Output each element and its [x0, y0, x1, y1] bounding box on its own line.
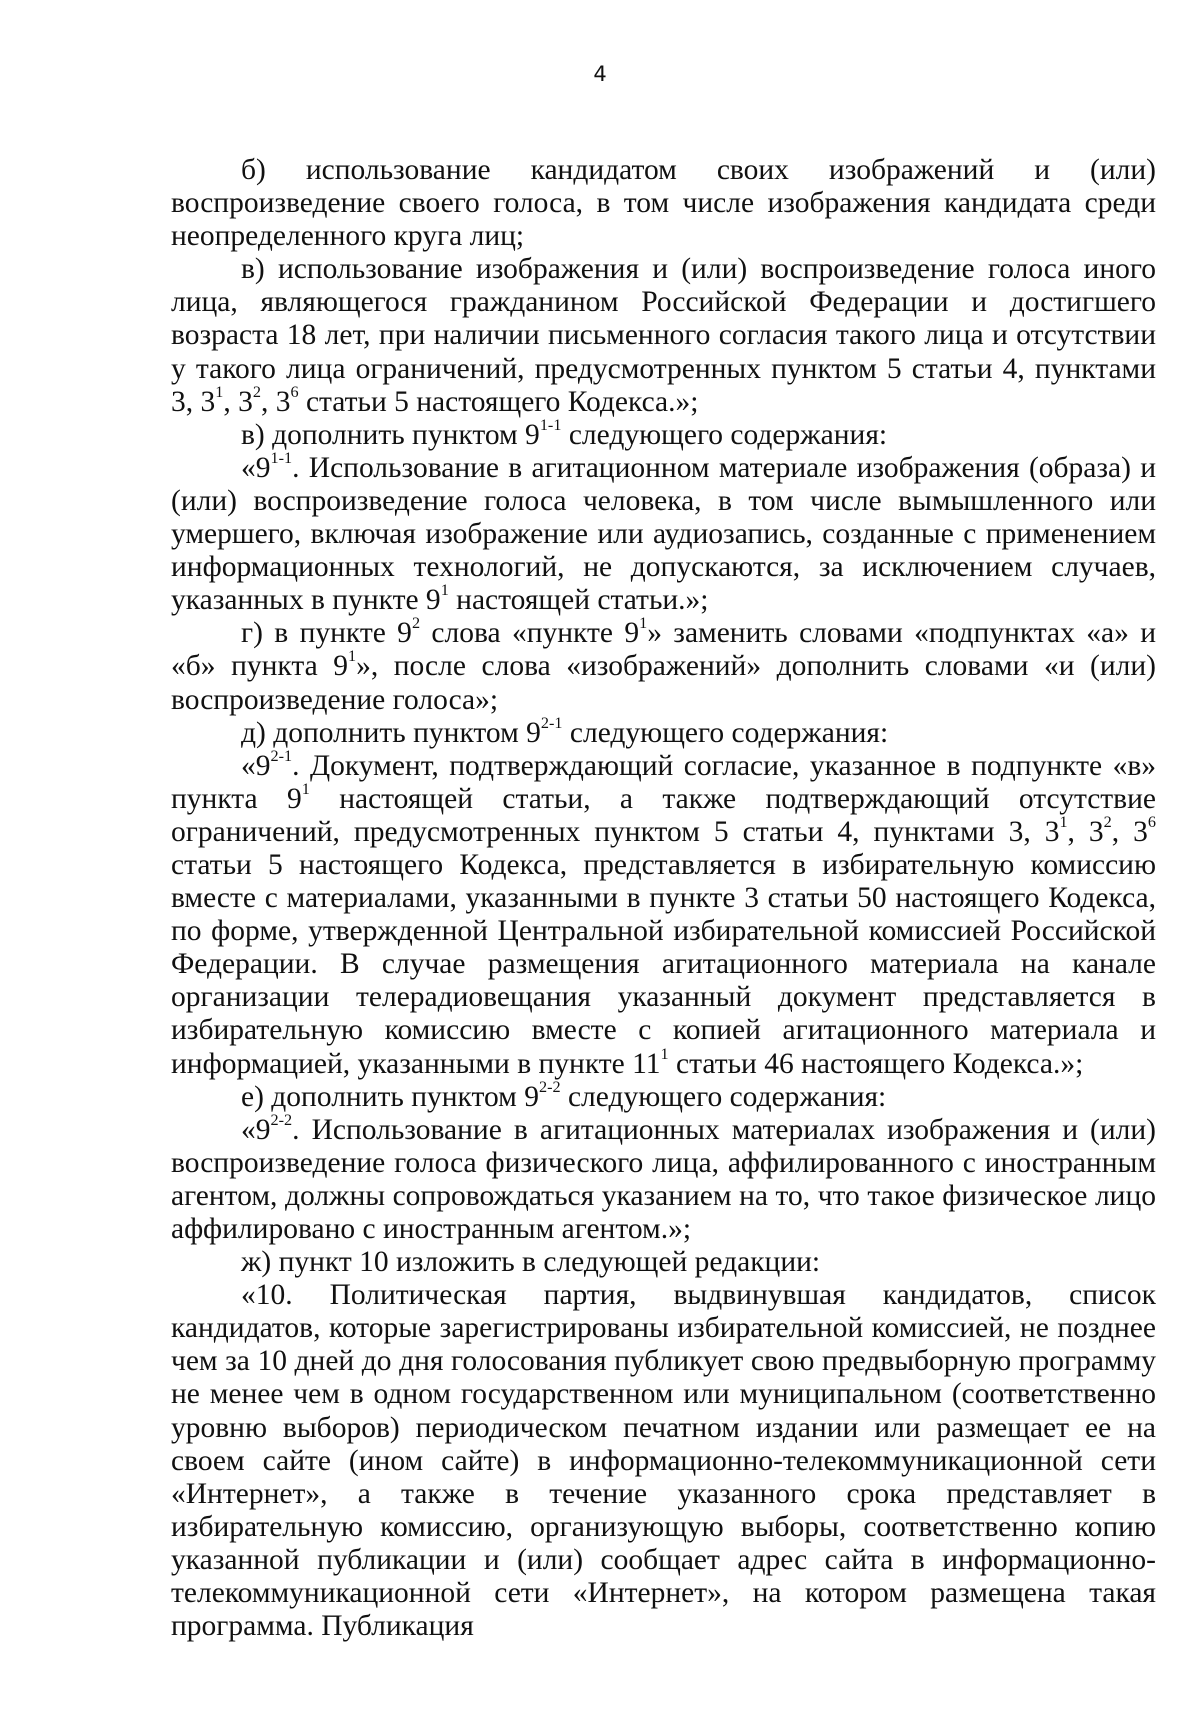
text-run: » заменить словами «подпунктах «а» и «б» пункта 9	[171, 617, 1156, 683]
text-run: слова «пункте 9	[420, 617, 640, 650]
superscript: 1-1	[539, 415, 562, 434]
text-run: в) использование изображения и (или) воспроизведение голоса иного лица, являющегося гражданином Российской Федерации и достигшего возраста 18 лет, при наличии письменного согласия такого лица и отсутствии у такого лица ограничений, предусмотренных пунктом 5 статьи 4, пунктами 3, 3	[171, 253, 1156, 418]
superscript: 2	[411, 614, 421, 633]
paragraph-e-add-point-9-2-2	[171, 1077, 1156, 1114]
superscript: 2	[1103, 813, 1112, 832]
text-run: е) дополнить пунктом 9	[241, 1080, 539, 1113]
superscript: 1	[440, 581, 449, 600]
text-run: д) дополнить пунктом 9	[241, 716, 541, 749]
superscript: 2-1	[270, 746, 293, 765]
paragraph-point-9-1-1	[171, 449, 1156, 617]
superscript: 6	[290, 382, 299, 401]
text-run: следующего содержания:	[560, 1080, 887, 1113]
paragraph-zh-point-10	[171, 1246, 1156, 1279]
text-run: статьи 46 настоящего Кодекса.»;	[668, 1047, 1084, 1080]
text-run: «9	[241, 451, 271, 484]
text-run: . Использование в агитационных материалах изображения и (или) воспроизведение голоса физического лица, аффилированного с иностранным агентом, должны сопровождаться указанием на то, что такое физическое лицо аффилировано с иностранным агентом.»;	[171, 1113, 1156, 1245]
paragraph-v-other-person-images	[171, 253, 1156, 418]
text-run: следующего содержания:	[562, 716, 889, 749]
superscript: 2	[252, 382, 261, 401]
text-run: «9	[241, 1113, 271, 1146]
document-body	[171, 154, 1156, 1643]
superscript: 1	[639, 614, 648, 633]
paragraph-point-9-2-1	[171, 746, 1157, 1081]
text-run: . Документ, подтверждающий согласие, указанное в подпункте «в» пункта 9	[171, 749, 1156, 815]
text-run: , 3	[1111, 815, 1148, 848]
text-run: », после слова «изображений» дополнить словами «и (или) воспроизведение голоса»;	[171, 650, 1156, 716]
superscript: 2-2	[270, 1110, 293, 1129]
text-run: б) использование кандидатом своих изображений и (или) воспроизведение своего голоса, в том числе изображения кандидата среди неопределенного круга лиц;	[171, 154, 1156, 253]
superscript: 1	[660, 1044, 669, 1063]
text-run: ж) пункт 10 изложить в следующей редакции:	[241, 1246, 821, 1279]
paragraph-d-add-point-9-2-1	[171, 713, 1156, 750]
superscript: 1	[215, 382, 224, 401]
text-run: «9	[241, 749, 271, 782]
text-run: статьи 5 настоящего Кодекса, представляется в избирательную комиссию вместе с материалами, указанными в пункте 3 статьи 50 настоящего Кодекса, по форме, утвержденной Центральной избирательной комиссией Российской Федерации. В случае размещения агитационного материала на канале организации телерадиовещания указанный документ представляется в избирательную комиссию вместе с копией агитационного материала и информацией, указанными в пункте 11	[171, 848, 1156, 1080]
paragraph-point-9-2-2	[171, 1110, 1156, 1246]
text-run: в) дополнить пунктом 9	[241, 418, 540, 451]
text-run: «10. Политическая партия, выдвинувшая кандидатов, список кандидатов, которые зарегистрированы избирательной комиссией, не позднее чем за 10 дней до дня голосования публикует свою предвыборную программу не менее чем в одном государственном или муниципальном (соответственно уровню выборов) периодическом печатном издании или размещает ее на своем сайте (ином сайте) в информационно-телекоммуникационной сети «Интернет», а также в течение указанного срока представляет в избирательную комиссию, организующую выборы, соответственно копию указанной публикации и (или) сообщает адрес сайта в информационно-телекоммуникационной сети «Интернет», на котором размещена такая программа. Публикация	[171, 1279, 1156, 1643]
paragraph-v-add-point-9-1-1	[171, 415, 1156, 452]
text-run: , 3	[223, 385, 253, 418]
text-run: настоящей статьи, а также подтверждающий отсутствие ограничений, предусмотренных пунктом 5 статьи 4, пунктами 3, 3	[171, 782, 1156, 848]
superscript: 2-1	[540, 713, 563, 732]
text-run: , 3	[260, 385, 291, 418]
superscript: 1	[1059, 813, 1068, 832]
superscript: 1	[347, 647, 357, 666]
paragraph-point-10-text	[171, 1279, 1156, 1643]
superscript: 1	[301, 780, 310, 798]
paragraph-b-candidate-images	[171, 154, 1156, 253]
text-run: г) в пункте 9	[241, 617, 412, 650]
page-number: 4	[593, 62, 607, 86]
text-run: следующего содержания:	[561, 418, 888, 451]
paragraph-g-point-9-2	[171, 614, 1156, 716]
superscript: 1-1	[270, 449, 293, 468]
superscript: 2-2	[538, 1077, 561, 1096]
text-run: настоящей статьи.»;	[448, 584, 709, 617]
text-run: , 3	[1067, 815, 1104, 848]
superscript: 6	[1147, 813, 1157, 832]
text-run: статьи 5 настоящего Кодекса.»;	[298, 385, 699, 418]
text-run: . Использование в агитационном материале изображения (образа) и (или) воспроизведение голоса человека, в том числе вымышленного или умершего, включая изображение или аудиозапись, созданные с применением информационных технологий, не допускаются, за исключением случаев, указанных в пункте 9	[171, 451, 1156, 617]
